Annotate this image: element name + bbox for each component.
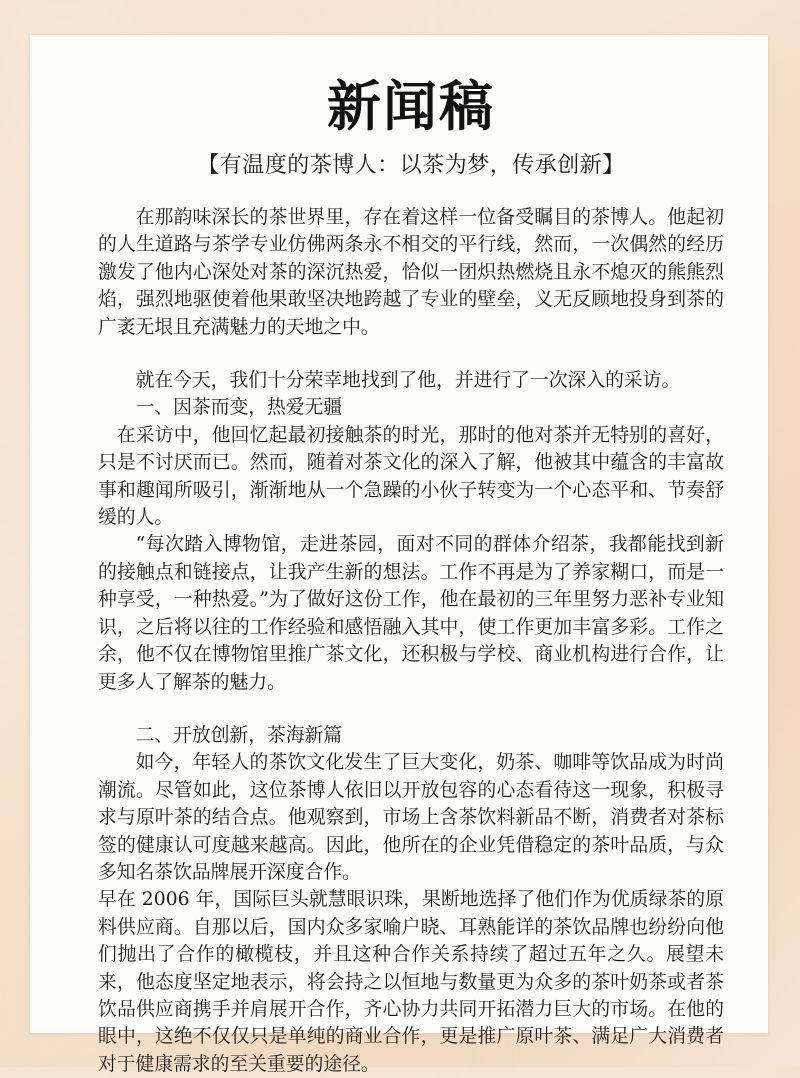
page-title: 新闻稿 (327, 74, 495, 138)
section2-paragraph-1: 如今，年轻人的茶饮文化发生了巨大变化，奶茶、咖啡等饮品成为时尚潮流。尽管如此，这位茶博人依旧以开放包容的心态看待这一现象，积极寻求与原叶茶的结合点。他观察到，市场上含茶饮料新品不断，消费者对茶标签的健康认可度越来越高。因此，他所在的企业凭借稳定的茶叶品质，与众多知名茶饮品牌展开深度合作。 (98, 752, 724, 883)
section2-paragraph-2: 早在 2006 年，国际巨头就慧眼识珠，果断地选择了他们作为优质绿茶的原料供应商。自那以后，国内众多家喻户晓、耳熟能详的茶饮品牌也纷纷向他们抛出了合作的橄榄枝，并且这种合作关系持续了超过五年之久。展望未来，他态度坚定地表示，将会持之以恒地与数量更为众多的茶叶奶茶或者茶饮品供应商携手并肩展开合作，齐心协力共同开拓潜力巨大的市场。在他的眼中，这绝不仅仅只是单纯的商业合作，更是推广原叶茶、满足广大消费者对于健康需求的至关重要的途径。 (98, 889, 724, 1075)
section1-paragraph-1: 在采访中，他回忆起最初接触茶的时光，那时的他对茶并无特别的喜好，只是不讨厌而已。然而，随着对茶文化的深入了解，他被其中蕴含的丰富故事和趣闻所吸引，渐渐地从一个急躁的小伙子转变为一个心态平和、节奏舒缓的人。 (98, 424, 724, 529)
article-body (98, 204, 724, 1078)
interview-line: 就在今天，我们十分荣幸地找到了他，并进行了一次深入的采访。 (135, 370, 681, 392)
section-heading-2: 二、开放创新，茶海新篇 (135, 724, 343, 746)
paragraph-spacer (98, 696, 724, 722)
press-release-paper (30, 35, 768, 1075)
intro-paragraph: 在那韵味深长的茶世界里，存在着这样一位备受瞩目的茶博人。他起初的人生道路与茶学专业仿佛两条永不相交的平行线，然而，一次偶然的经历激发了他内心深处对茶的深沉热爱，恰似一团炽热燃烧且永不熄灭的熊熊烈焰，强烈地驱使着他果敢坚决地跨越了专业的壁垒，义无反顾地投身到茶的广袤无垠且充满魅力的天地之中。 (98, 207, 724, 338)
paragraph-spacer (98, 341, 724, 367)
page-subtitle: 【有温度的茶博人：以茶为梦，传承创新】 (197, 153, 625, 178)
section1-paragraph-2: “每次踏入博物馆，走进茶园，面对不同的群体介绍茶，我都能找到新的接触点和链接点，让我产生新的想法。工作不再是为了养家糊口，而是一种享受，一种热爱。”为了做好这份工作，他在最初的三年里努力恶补专业知识，之后将以往的工作经验和感悟融入其中，使工作更加丰富多彩。工作之余，他不仅在博物馆里推广茶文化，还积极与学校、商业机构进行合作，让更多人了解茶的魅力。 (98, 534, 724, 693)
section-heading-1: 一、因茶而变，热爱无疆 (135, 397, 343, 419)
